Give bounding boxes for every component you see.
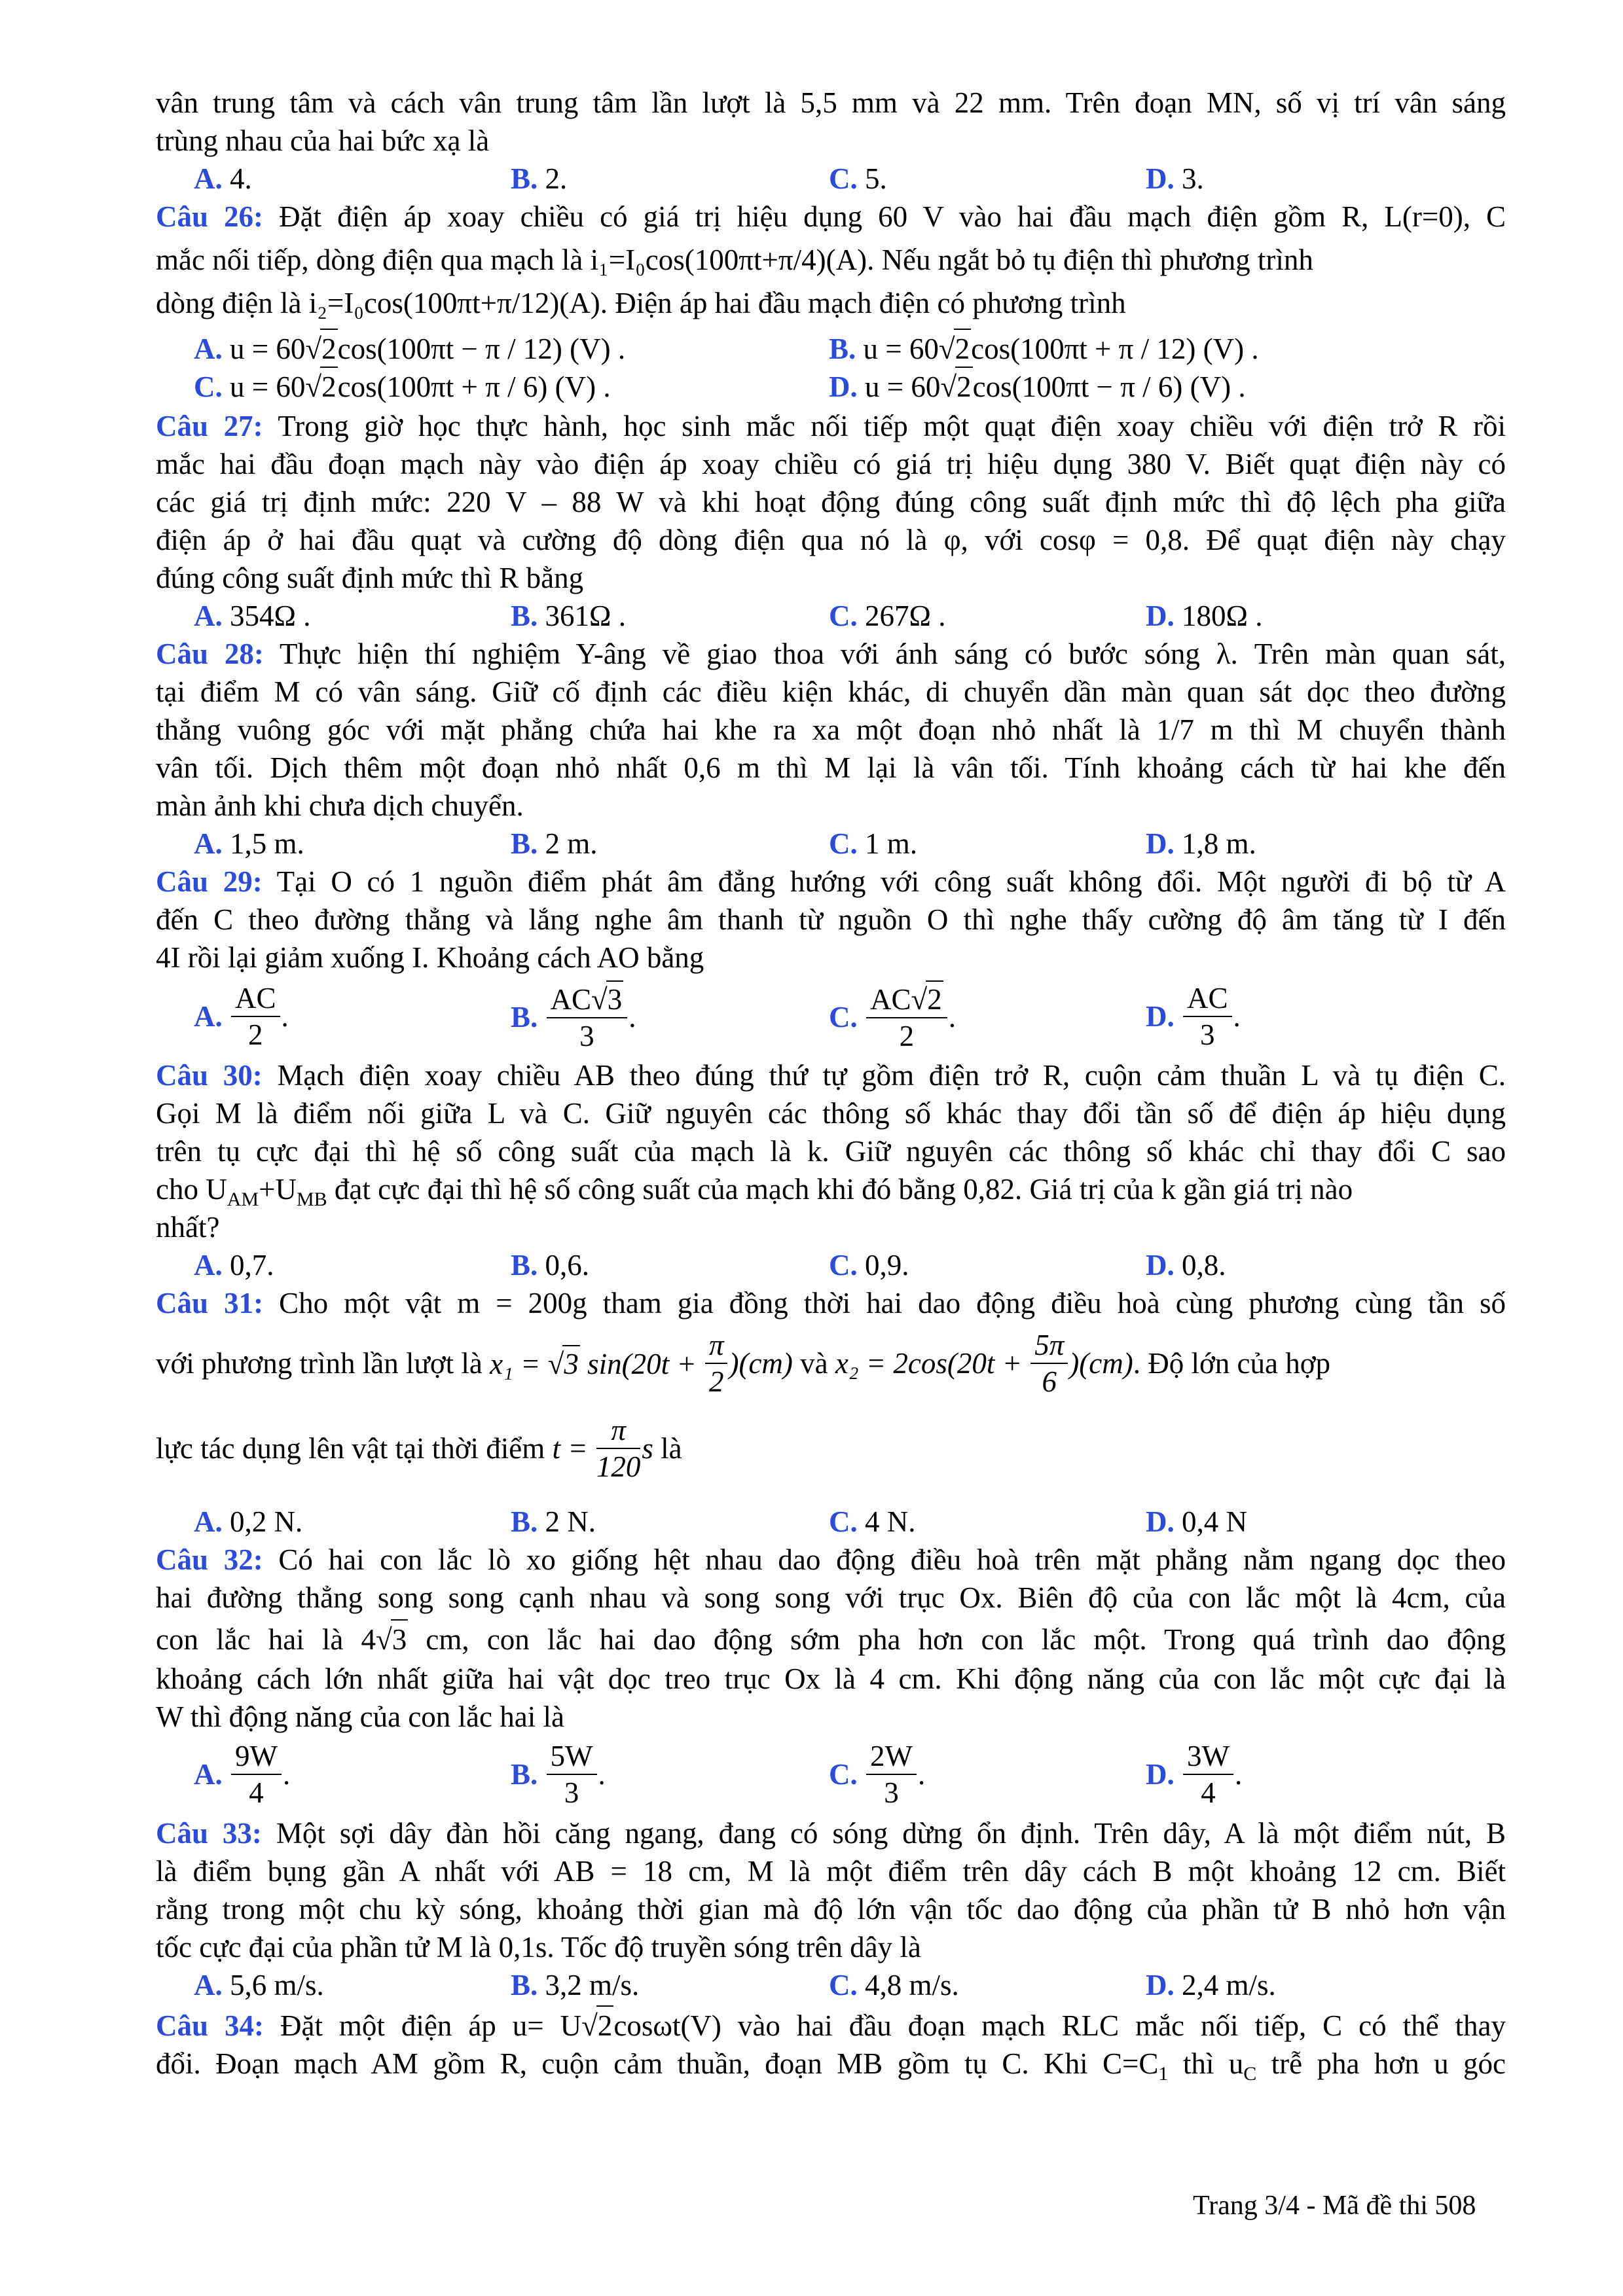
option-a[interactable]: A. 4. <box>194 162 252 195</box>
option-a[interactable]: A. 354Ω . <box>194 600 311 632</box>
question-28: Câu 28: Thực hiện thí nghiệm Y-âng về giao thoa với ánh sáng có bước sóng λ. Trên màn quan sát, <box>156 637 1506 670</box>
q26-option-c[interactable]: C. u = 60√2cos(100πt + π / 6) (V) . <box>194 367 611 406</box>
page-footer: Trang 3/4 - Mã đề thi 508 <box>1193 2191 1476 2221</box>
q28-line: màn ảnh khi chưa dịch chuyển. <box>156 789 524 822</box>
q27-line: đúng công suất định mức thì R bằng <box>156 562 584 594</box>
option-d[interactable]: D. 2,4 m/s. <box>1146 1969 1276 2001</box>
option-b[interactable]: B. 361Ω . <box>511 600 626 632</box>
intro-line: vân trung tâm và cách vân trung tâm lần lượt là 5,5 mm và 22 mm. Trên đoạn MN, số vị trí vân sáng <box>156 86 1506 119</box>
q32-line: hai đường thẳng song song cạnh nhau và song song với trục Ox. Biên độ của con lắc một là 4cm, của <box>156 1581 1506 1614</box>
option-d[interactable]: D. 0,4 N <box>1146 1505 1247 1538</box>
q29-option-b[interactable]: B. $\frac{AC√3}{3}$ . <box>511 980 636 1054</box>
q30-line: trên tụ cực đại thì hệ số công suất của mạch là k. Giữ nguyên các thông số khác chỉ thay đổi C sao <box>156 1135 1506 1168</box>
q31-equations: với phương trình lần lượt là x₁ = √3 sin(20t + $\frac{\pi}{2}$ )(cm) và x₂ = 2cos(20t + $\frac{5\pi}{6}$ )(cm). Độ lớn của hợp <box>156 1329 1331 1398</box>
q32-option-d[interactable]: D. $\frac{3W}{4}$ . <box>1146 1740 1243 1809</box>
q26-line: dòng điện là i₂=I₀cos(100πt+π/12)(A). Điện áp hai đầu mạch điện có phương trình <box>156 287 1126 319</box>
option-d[interactable]: D. 0,8. <box>1146 1249 1226 1282</box>
q32-line: khoảng cách lớn nhất giữa hai vật dọc treo trục Ox là 4 cm. Khi động năng của con lắc một cực đại là <box>156 1662 1506 1695</box>
q27-line: mắc hai đầu đoạn mạch này vào điện áp xoay chiều có giá trị hiệu dụng 380 V. Biết quạt điện này có <box>156 448 1506 480</box>
q29-option-a[interactable]: A. $\frac{AC}{2}$ . <box>194 982 289 1051</box>
q32-option-a[interactable]: A. $\frac{9W}{4}$ . <box>194 1740 291 1809</box>
question-27: Câu 27: Trong giờ học thực hành, học sinh mắc nối tiếp một quạt điện xoay chiều với điện trở R rồi <box>156 410 1506 442</box>
q32-option-b[interactable]: B. $\frac{5W}{3}$ . <box>511 1740 606 1809</box>
q29-option-c[interactable]: C. $\frac{AC√2}{2}$ . <box>829 980 956 1054</box>
option-d[interactable]: D. 1,8 m. <box>1146 827 1256 860</box>
q30-line: cho $U_{AM}+U_{MB}$ đạt cực đại thì hệ số công suất của mạch khi đó bằng 0,82. Giá trị của k gần giá trị nào <box>156 1173 1353 1210</box>
q28-line: vân tối. Dịch thêm một đoạn nhỏ nhất 0,6 m thì M lại là vân tối. Tính khoảng cách từ hai khe đến <box>156 751 1506 784</box>
q29-option-d[interactable]: D. $\frac{AC}{3}$ . <box>1146 982 1241 1051</box>
q27-line: điện áp ở hai đầu quạt và cường độ dòng điện qua nó là φ, với cosφ = 0,8. Để quạt điện này chạy <box>156 524 1506 556</box>
option-a[interactable]: A. 0,7. <box>194 1249 274 1282</box>
q30-line: nhất? <box>156 1211 220 1244</box>
q33-line: rằng trong một chu kỳ sóng, khoảng thời gian mà độ lớn vận tốc dao động của phần tử B nhỏ hơn vận <box>156 1893 1506 1926</box>
option-c[interactable]: C. 0,9. <box>829 1249 909 1282</box>
option-c[interactable]: C. 1 m. <box>829 827 918 860</box>
q26-option-a[interactable]: A. u = 60√2cos(100πt − π / 12) (V) . <box>194 329 625 368</box>
q26-option-d[interactable]: D. u = 60√2cos(100πt − π / 6) (V) . <box>829 367 1246 406</box>
q34-line: đổi. Đoạn mạch AM gồm R, cuộn cảm thuần, đoạn MB gồm tụ C. Khi $C=C_1$ thì $u_C$ trễ pha hơn u góc <box>156 2047 1506 2085</box>
question-29: Câu 29: Tại O có 1 nguồn điểm phát âm đẳng hướng với công suất không đổi. Một người đi bộ từ A <box>156 865 1506 898</box>
q33-line: là điểm bụng gần A nhất với AB = 18 cm, M là một điểm trên dây cách B một khoảng 12 cm. Biết <box>156 1855 1506 1888</box>
option-a[interactable]: A. 5,6 m/s. <box>194 1969 324 2001</box>
question-32: Câu 32: Có hai con lắc lò xo giống hệt nhau dao động điều hoà trên mặt phẳng nằm ngang dọc theo <box>156 1543 1506 1576</box>
question-34: Câu 34: Đặt một điện áp u= U√2cosωt(V) vào hai đầu đoạn mạch RLC mắc nối tiếp, C có thể thay <box>156 2005 1506 2045</box>
option-b[interactable]: B. 3,2 m/s. <box>511 1969 640 2001</box>
q32-line: W thì động năng của con lắc hai là <box>156 1700 564 1733</box>
option-c[interactable]: C. 267Ω . <box>829 600 946 632</box>
q30-line: Gọi M là điểm nối giữa L và C. Giữ nguyên các thông số khác thay đổi tần số để điện áp hiệu dụng <box>156 1097 1506 1130</box>
option-c[interactable]: C. 4,8 m/s. <box>829 1969 959 2001</box>
intro-line: trùng nhau của hai bức xạ là <box>156 124 490 157</box>
q33-line: tốc cực đại của phần tử M là 0,1s. Tốc độ truyền sóng trên dây là <box>156 1931 921 1964</box>
option-c[interactable]: C. 5. <box>829 162 887 195</box>
q28-line: thẳng vuông góc với mặt phẳng chứa hai khe ra xa một đoạn nhỏ nhất là 1/7 m thì M chuyển thành <box>156 713 1506 746</box>
option-a[interactable]: A. 1,5 m. <box>194 827 304 860</box>
option-b[interactable]: B. 2 N. <box>511 1505 596 1538</box>
q29-line: đến C theo đường thẳng và lắng nghe âm thanh từ nguồn O thì nghe thấy cường độ âm tăng từ I đến <box>156 903 1506 936</box>
option-d[interactable]: D. 180Ω . <box>1146 600 1263 632</box>
q26-option-b[interactable]: B. u = 60√2cos(100πt + π / 12) (V) . <box>829 329 1259 368</box>
option-a[interactable]: A. 0,2 N. <box>194 1505 303 1538</box>
question-26: Câu 26: Đặt điện áp xoay chiều có giá trị hiệu dụng 60 V vào hai đầu mạch điện gồm R, L(r=0), C <box>156 200 1506 233</box>
option-c[interactable]: C. 4 N. <box>829 1505 916 1538</box>
q32-line: con lắc hai là 4√3 cm, con lắc hai dao động sớm pha hơn con lắc một. Trong quá trình dao động <box>156 1619 1506 1659</box>
q28-line: tại điểm M có vân sáng. Giữ cố định các điều kiện khác, di chuyển dần màn quan sát dọc theo đường <box>156 675 1506 708</box>
question-33: Câu 33: Một sợi dây đàn hồi căng ngang, đang có sóng dừng ổn định. Trên dây, A là một điểm nút, B <box>156 1817 1506 1850</box>
option-b[interactable]: B. 0,6. <box>511 1249 590 1282</box>
option-b[interactable]: B. 2 m. <box>511 827 598 860</box>
option-b[interactable]: B. 2. <box>511 162 568 195</box>
q29-line: 4I rồi lại giảm xuống I. Khoảng cách AO bằng <box>156 941 704 974</box>
q26-line: mắc nối tiếp, dòng điện qua mạch là i₁=I₀cos(100πt+π/4)(A). Nếu ngắt bỏ tụ điện thì phương trình <box>156 243 1313 276</box>
q31-line: lực tác dụng lên vật tại thời điểm t = $\frac{\pi}{120}$ s là <box>156 1414 682 1483</box>
question-30: Câu 30: Mạch điện xoay chiều AB theo đúng thứ tự gồm điện trở R, cuộn cảm thuần L và tụ điện C. <box>156 1059 1506 1092</box>
q27-line: các giá trị định mức: 220 V – 88 W và khi hoạt động đúng công suất định mức thì độ lệch pha giữa <box>156 486 1506 518</box>
option-d[interactable]: D. 3. <box>1146 162 1204 195</box>
q32-option-c[interactable]: C. $\frac{2W}{3}$ . <box>829 1740 926 1809</box>
question-31: Câu 31: Cho một vật m = 200g tham gia đồng thời hai dao động điều hoà cùng phương cùng tần số <box>156 1287 1506 1319</box>
